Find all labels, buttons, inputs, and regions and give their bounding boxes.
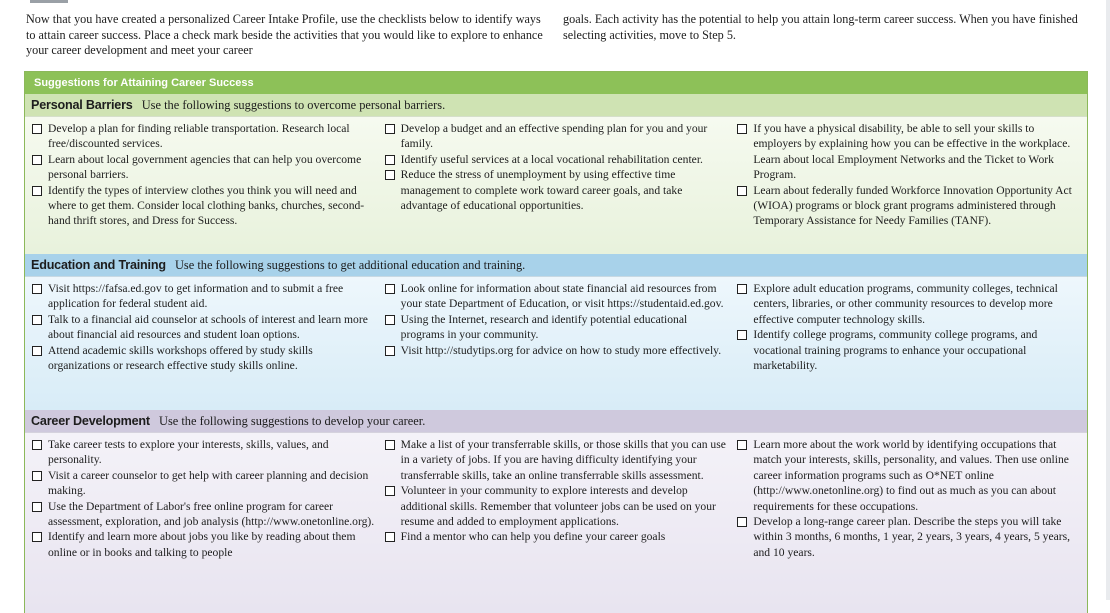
checkbox[interactable] [385, 155, 395, 165]
adjacent-page-edge [1102, 0, 1110, 600]
section-header [25, 410, 1087, 432]
checkbox[interactable] [385, 284, 395, 294]
checkbox[interactable] [32, 440, 42, 450]
checklist-column [736, 437, 1081, 607]
checklist-item[interactable]: Using the Internet, research and identify potential educational programs in your community. [384, 312, 729, 343]
section-checklist [25, 276, 1087, 410]
section-title: Career Development [31, 414, 150, 428]
checklist-item[interactable]: Develop a long-range career plan. Describe the steps you will take within 3 months, 6 months, 1 year, 2 years, 3 years, 4 years, 5 years, and 10 years. [736, 514, 1081, 560]
checklist-column [736, 281, 1081, 404]
checklist-item[interactable]: If you have a physical disability, be able to sell your skills to employers by explaining how you can be effective in the workplace. Learn about local Employment Networks and the Ticket to Work Program. [736, 121, 1081, 183]
checklist-item[interactable]: Make a list of your transferrable skills, or those skills that you can use in a variety of jobs. If you are having difficulty identifying your transferrable skills, take an online transferrable skills assessment. [384, 437, 729, 483]
checklist-column [384, 437, 729, 607]
checkbox[interactable] [385, 532, 395, 542]
checklist-item[interactable]: Take career tests to explore your interests, skills, values, and personality. [31, 437, 376, 468]
checklist-item[interactable]: Identify useful services at a local vocational rehabilitation center. [384, 152, 729, 167]
page-tab-stub [30, 0, 68, 3]
intro-text [26, 12, 1086, 59]
suggestions-box [24, 71, 1088, 613]
checkbox[interactable] [32, 315, 42, 325]
section-title: Education and Training [31, 258, 166, 272]
checklist-column [31, 121, 376, 248]
checklist-item[interactable]: Talk to a financial aid counselor at schools of interest and learn more about financial aid resources and student loan options. [31, 312, 376, 343]
checkbox[interactable] [737, 517, 747, 527]
checklist-item[interactable]: Learn about local government agencies that can help you overcome personal barriers. [31, 152, 376, 183]
checklist-column [31, 281, 376, 404]
checkbox[interactable] [32, 471, 42, 481]
section-header [25, 254, 1087, 276]
checklist-item[interactable]: Identify college programs, community college programs, and vocational training programs to enhance your occupational marketability. [736, 327, 1081, 373]
checklist-item[interactable]: Visit https://fafsa.ed.gov to get information and to submit a free application for federal student aid. [31, 281, 376, 312]
checkbox[interactable] [737, 186, 747, 196]
checklist-item[interactable]: Learn more about the work world by identifying occupations that match your interests, skills, personality, and values. Then use online career information programs such as O*NET online (http://www.onetonline.org) to find out as much as you can about requirements for these occupations. [736, 437, 1081, 514]
checkbox[interactable] [32, 502, 42, 512]
checklist-item[interactable]: Attend academic skills workshops offered by study skills organizations or research effective study skills online. [31, 343, 376, 374]
checklist-item[interactable]: Learn about federally funded Workforce Innovation Opportunity Act (WIOA) programs or block grant programs administered through Temporary Assistance for Needy Families (TANF). [736, 183, 1081, 229]
checkbox[interactable] [737, 330, 747, 340]
adjacent-page-sliver [1106, 0, 1110, 600]
section-personal-barriers [25, 94, 1087, 254]
checkbox[interactable] [737, 284, 747, 294]
section-subtitle: Use the following suggestions to overcome personal barriers. [141, 98, 446, 112]
section-subtitle: Use the following suggestions to get additional education and training. [174, 258, 526, 272]
section-header [25, 94, 1087, 116]
checkbox[interactable] [32, 284, 42, 294]
checkbox[interactable] [385, 486, 395, 496]
checkbox[interactable] [385, 170, 395, 180]
section-checklist [25, 116, 1087, 254]
checkbox[interactable] [32, 124, 42, 134]
checkbox[interactable] [32, 346, 42, 356]
section-checklist [25, 432, 1087, 613]
checklist-item[interactable]: Find a mentor who can help you define your career goals [384, 529, 729, 544]
checklist-item[interactable]: Use the Department of Labor's free online program for career assessment, exploration, and job analysis (http://www.onetonline.org). [31, 499, 376, 530]
suggestions-box-title: Suggestions for Attaining Career Success [25, 72, 1087, 94]
checklist-column [736, 121, 1081, 248]
section-title: Personal Barriers [31, 98, 133, 112]
checklist-item[interactable]: Visit http://studytips.org for advice on how to study more effectively. [384, 343, 729, 358]
intro-left-paragraph: Now that you have created a personalized Career Intake Profile, use the checklists below to identify ways to attain career success. Place a check mark beside the activities that you would like to explore to enhance your career development and meet your career [26, 12, 543, 57]
checkbox[interactable] [32, 155, 42, 165]
checklist-column [31, 437, 376, 607]
checklist-column [384, 121, 729, 248]
checkbox[interactable] [385, 315, 395, 325]
checkbox[interactable] [32, 532, 42, 542]
checklist-item[interactable]: Develop a plan for finding reliable transportation. Research local free/discounted services. [31, 121, 376, 152]
checkbox[interactable] [737, 124, 747, 134]
checklist-item[interactable]: Explore adult education programs, community colleges, technical centers, libraries, or other community resources to develop more effective computer technology skills. [736, 281, 1081, 327]
checklist-item[interactable]: Look online for information about state financial aid resources from your state Department of Education, or visit https://studentaid.ed.gov. [384, 281, 729, 312]
checklist-column [384, 281, 729, 404]
checklist-item[interactable]: Identify and learn more about jobs you like by reading about them online or in books and talking to people [31, 529, 376, 560]
checkbox[interactable] [385, 440, 395, 450]
checkbox[interactable] [32, 186, 42, 196]
checklist-item[interactable]: Develop a budget and an effective spending plan for you and your family. [384, 121, 729, 152]
checklist-item[interactable]: Visit a career counselor to get help with career planning and decision making. [31, 468, 376, 499]
section-subtitle: Use the following suggestions to develop your career. [159, 414, 426, 428]
checklist-item[interactable]: Reduce the stress of unemployment by using effective time management to complete work toward career goals, and take advantage of educational opportunities. [384, 167, 729, 213]
checkbox[interactable] [385, 124, 395, 134]
checklist-item[interactable]: Volunteer in your community to explore interests and develop additional skills. Remember that volunteer jobs can be used on your resume and added to employment applications. [384, 483, 729, 529]
checkbox[interactable] [737, 440, 747, 450]
checkbox[interactable] [385, 346, 395, 356]
section-education-training [25, 254, 1087, 410]
section-career-development [25, 410, 1087, 613]
checklist-item[interactable]: Identify the types of interview clothes you think you will need and where to get them. Consider local clothing banks, churches, second-hand thrift stores, and Dress for Success. [31, 183, 376, 229]
intro-right-paragraph: goals. Each activity has the potential to help you attain long-term career success. When you have finished selecting activities, move to Step 5. [563, 12, 1078, 42]
